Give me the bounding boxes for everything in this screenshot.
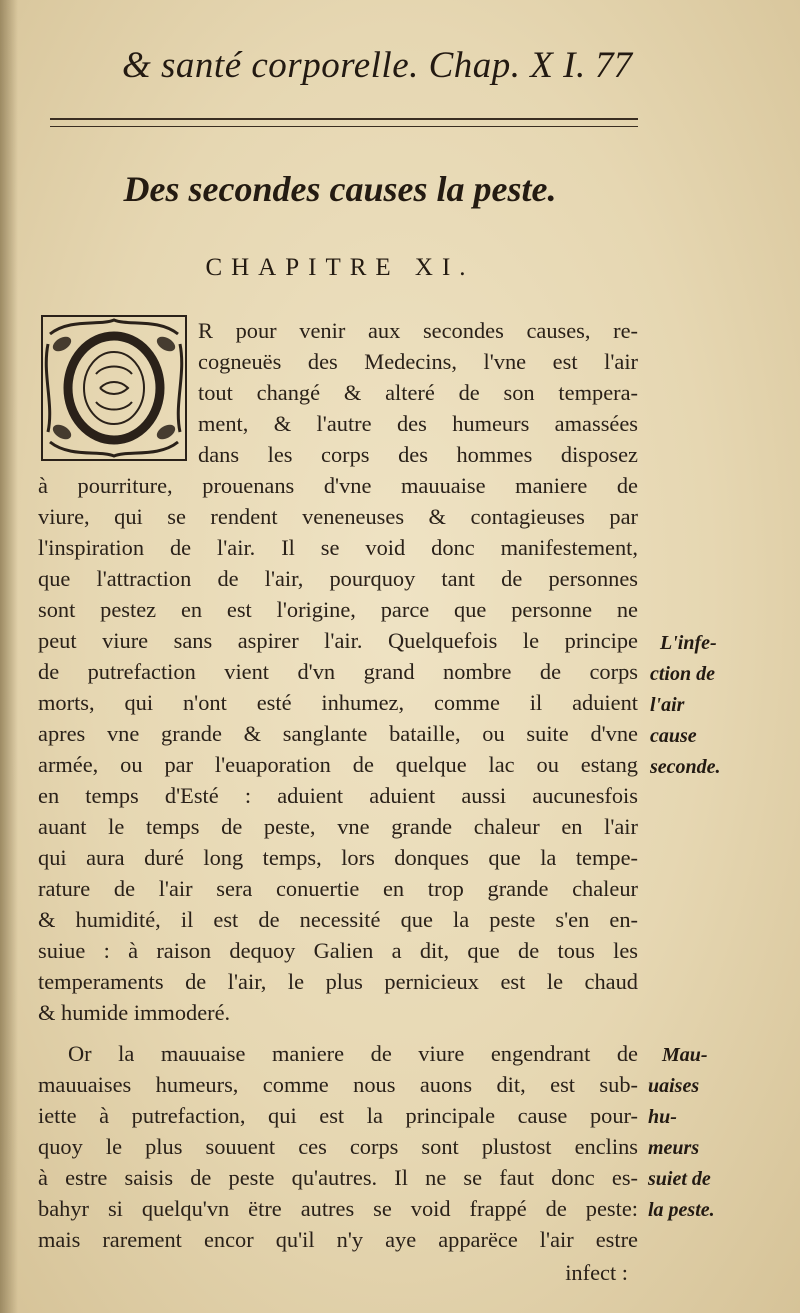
text-line: iette à putrefaction, qui est la principale cause pour-	[38, 1103, 638, 1128]
text-line: mauuaises humeurs, comme nous auons dit, est sub-	[38, 1072, 638, 1097]
margin-note-line: uaises	[648, 1075, 700, 1097]
margin-note-line: hu-	[648, 1106, 677, 1128]
text-line: Or la mauuaise maniere de viure engendrant de	[68, 1041, 638, 1066]
margin-note-line: meurs	[648, 1137, 700, 1159]
text-line: tout changé & alteré de son tempera-	[198, 380, 638, 405]
header-rule	[50, 118, 638, 127]
text-line: de putrefaction vient d'vn grand nombre de corps	[38, 659, 638, 684]
text-line: quoy le plus souuent ces corps sont plustost enclins	[38, 1134, 638, 1159]
text-line: viure, qui se rendent veneneuses & contagieuses par	[38, 504, 638, 529]
text-line: cogneuës des Medecins, l'vne est l'air	[198, 349, 638, 374]
text-line: R pour venir aux secondes causes, re-	[198, 318, 638, 343]
text-line: rature de l'air sera conuertie en trop grande chaleur	[38, 876, 638, 901]
catchword: infect :	[565, 1260, 628, 1285]
text-line: suiue : à raison dequoy Galien a dit, que de tous les	[38, 938, 638, 963]
text-line: mais rarement encor qu'il n'y aye apparëce l'air estre	[38, 1227, 638, 1252]
text-line: en temps d'Esté : aduient aduient aussi aucunesfois	[38, 783, 638, 808]
section-heading: Des secondes causes la peste.	[123, 169, 557, 209]
text-line: & humidité, il est de necessité que la peste s'en en-	[38, 907, 638, 932]
margin-note-line: cause	[650, 725, 697, 747]
margin-note-line: ction de	[650, 663, 715, 685]
text-line: à pourriture, prouenans d'vne mauuaise maniere de	[38, 473, 638, 498]
text-line: l'inspiration de l'air. Il se void donc manifestement,	[38, 535, 638, 560]
text-line: morts, qui n'ont esté inhumez, comme il aduient	[38, 690, 638, 715]
margin-note-line: la peste.	[648, 1199, 715, 1221]
margin-note-line: Mau-	[662, 1044, 708, 1066]
decorated-initial	[40, 314, 188, 462]
page-number: 77	[595, 45, 632, 86]
text-line: sont pestez en est l'origine, parce que personne ne	[38, 597, 638, 622]
margin-note-line: L'infe-	[660, 632, 717, 654]
text-line: apres vne grande & sanglante bataille, ou suite d'vne	[38, 721, 638, 746]
text-line: & humide immoderé.	[38, 1000, 231, 1025]
text-line: temperaments de l'air, le plus pernicieux est le chaud	[38, 969, 638, 994]
text-line: ment, & l'autre des humeurs amassées	[198, 411, 638, 436]
running-head-title: & santé corporelle. Chap. X I.	[122, 45, 586, 86]
text-line: à estre saisis de peste qu'autres. Il ne se faut donc es-	[38, 1165, 638, 1190]
text-line: auant le temps de peste, vne grande chaleur en l'air	[38, 814, 638, 839]
margin-note-line: seconde.	[650, 756, 721, 778]
text-line: dans les corps des hommes disposez	[198, 442, 638, 467]
chapter-label: CHAPITRE XI.	[205, 254, 475, 281]
margin-note-line: suiet de	[648, 1168, 711, 1190]
text-line: que l'attraction de l'air, pourquoy tant de personnes	[38, 566, 638, 591]
text-line: qui aura duré long temps, lors donques que la tempe-	[38, 845, 638, 870]
ornament-initial-icon	[40, 314, 188, 462]
text-line: bahyr si quelqu'vn ëtre autres se void frappé de peste:	[38, 1196, 638, 1221]
text-line: peut viure sans aspirer l'air. Quelquefois le principe	[38, 628, 638, 653]
margin-note-line: l'air	[650, 694, 685, 716]
text-line: armée, ou par l'euaporation de quelque lac ou estang	[38, 752, 638, 777]
running-head	[40, 30, 640, 90]
